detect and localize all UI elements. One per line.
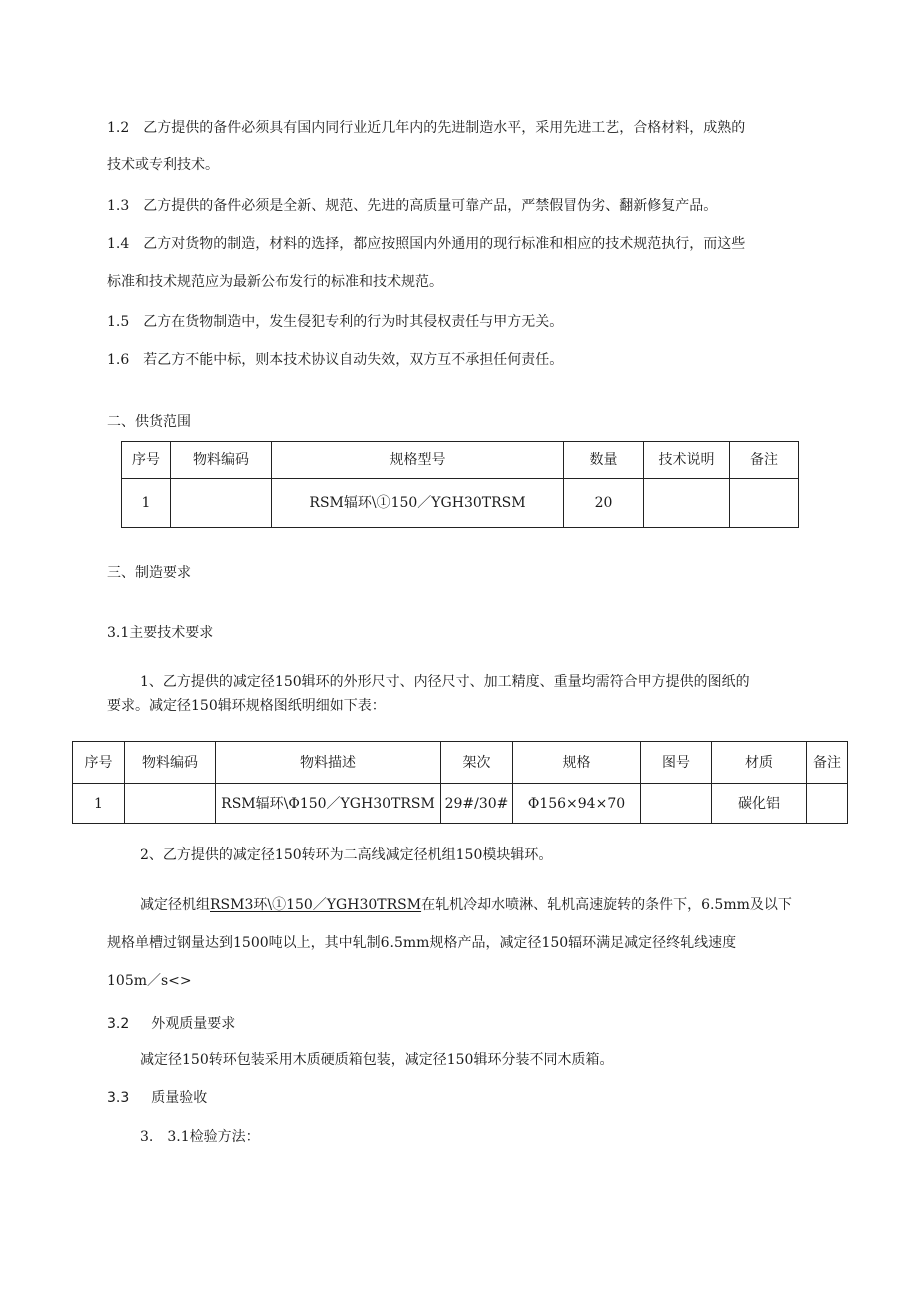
section-3-1-heading: 3.1主要技术要求 xyxy=(107,625,214,641)
header-cell: 序号 xyxy=(122,442,171,479)
section-3-2-text: 减定径150转环包装采用木质硬质箱包装，减定径150辑环分装不同木质箱。 xyxy=(140,1052,614,1068)
roll-ring-spec-table xyxy=(72,741,848,824)
clause-1-2-line2: 技术或专利技术。 xyxy=(107,157,219,173)
section-number: 3.2 xyxy=(107,1016,130,1032)
section-3-2-heading xyxy=(107,1014,235,1034)
table-cell: 29#/30# xyxy=(441,784,513,824)
clause-1-2-line1: 1.2 乙方提供的备件必须具有国内同行业近几年内的先进制造水平，采用先进工艺，合格材料，成熟的 xyxy=(107,120,746,136)
underlined-model: RSM3环\①150／YGH30TRSM xyxy=(210,897,422,913)
header-cell: 物料编码 xyxy=(171,442,272,479)
table-cell xyxy=(807,784,848,824)
requirement-2: 2、乙方提供的减定径150转环为二高线减定径机组150模块辑环。 xyxy=(140,847,553,863)
table-row xyxy=(122,479,799,528)
header-cell: 备注 xyxy=(807,742,848,784)
section-title: 质量验收 xyxy=(151,1090,208,1106)
table-cell xyxy=(125,784,216,824)
table-cell xyxy=(641,784,712,824)
clause-1-5: 1.5 乙方在货物制造中，发生侵犯专利的行为时其侵权责任与甲方无关。 xyxy=(107,314,564,330)
table-cell xyxy=(644,479,730,528)
performance-paragraph-line2: 规格单槽过钢量达到1500吨以上，其中轧制6.5mm规格产品，减定径150辐环满足减定径终轧线速度 xyxy=(107,935,737,951)
table-cell: 碳化铝 xyxy=(712,784,807,824)
clause-1-6: 1.6 若乙方不能中标，则本技术协议自动失效，双方互不承担任何责任。 xyxy=(107,352,564,368)
table-cell: RSM辐环\Φ150／YGH30TRSM xyxy=(216,784,441,824)
performance-paragraph-line3: 105m／s<> xyxy=(107,973,192,989)
header-cell: 序号 xyxy=(73,742,125,784)
requirement-1-line2: 要求。减定径150辑环规格图纸明细如下表： xyxy=(107,698,386,714)
paragraph-text: 在轧机冷却水喷淋、轧机高速旋转的条件下，6.5mm及以下 xyxy=(421,897,792,913)
table-cell: Φ156×94×70 xyxy=(513,784,641,824)
header-cell: 规格型号 xyxy=(272,442,564,479)
requirement-1-line1: 1、乙方提供的减定径150辑环的外形尺寸、内径尺寸、加工精度、重量均需符合甲方提供的图纸的 xyxy=(140,674,750,690)
performance-paragraph-line1 xyxy=(140,895,792,915)
supply-scope-table xyxy=(121,441,799,528)
table-cell xyxy=(171,479,272,528)
clause-1-3: 1.3 乙方提供的备件必须是全新、规范、先进的高质量可靠产品，严禁假冒伪劣、翻新修复产品。 xyxy=(107,198,718,214)
header-cell: 图号 xyxy=(641,742,712,784)
section-number: 3.3 xyxy=(107,1090,130,1106)
section-3-3-1: 3. 3.1检验方法： xyxy=(140,1129,260,1145)
header-cell: 架次 xyxy=(441,742,513,784)
section-3-heading: 三、制造要求 xyxy=(107,565,191,581)
section-3-3-heading xyxy=(107,1088,207,1108)
header-cell: 技术说明 xyxy=(644,442,730,479)
section-title: 外观质量要求 xyxy=(151,1016,236,1032)
header-cell: 数量 xyxy=(564,442,644,479)
header-cell: 材质 xyxy=(712,742,807,784)
table-cell: 20 xyxy=(564,479,644,528)
table-row xyxy=(73,784,848,824)
header-cell: 备注 xyxy=(730,442,799,479)
table-cell: 1 xyxy=(73,784,125,824)
clause-1-4-line1: 1.4 乙方对货物的制造，材料的选择，都应按照国内外通用的现行标准和相应的技术规范执行，而这些 xyxy=(107,236,746,252)
header-cell: 物料描述 xyxy=(216,742,441,784)
header-cell: 规格 xyxy=(513,742,641,784)
header-cell: 物料编码 xyxy=(125,742,216,784)
table-header-row xyxy=(73,742,848,784)
table-header-row xyxy=(122,442,799,479)
table-cell xyxy=(730,479,799,528)
table-cell: 1 xyxy=(122,479,171,528)
section-2-heading: 二、供货范围 xyxy=(107,414,191,430)
clause-1-4-line2: 标准和技术规范应为最新公布发行的标准和技术规范。 xyxy=(107,274,443,290)
table-cell: RSM辐环\①150／YGH30TRSM xyxy=(272,479,564,528)
paragraph-text: 减定径机组 xyxy=(140,897,210,913)
